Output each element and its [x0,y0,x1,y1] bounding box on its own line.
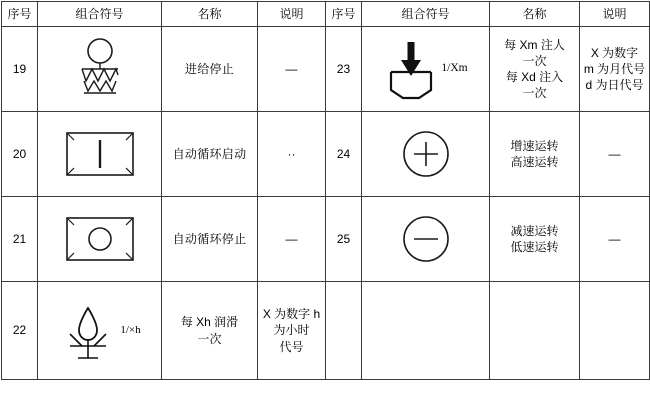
circle-minus-symbol [362,197,489,281]
symbol-desc: — [580,112,650,197]
symbol-label: 1/×h [120,324,141,337]
symbol-desc: ·· [258,112,326,197]
symbol-name-line: 自动循环停止 [172,231,247,246]
header-index-right: 序号 [326,2,362,27]
symbol-name [162,282,258,380]
symbol-name-line: 增速运转 [510,138,559,153]
symbol-cell [362,197,490,282]
header-desc-right: 说明 [580,2,650,27]
symbol-cell [362,112,490,197]
symbol-name-line: 高速运转 [510,155,559,169]
header-symbol-left: 组合符号 [38,2,162,27]
header-name-left: 名称 [162,2,258,27]
symbol-desc-line: d 为日代号 [585,78,644,93]
symbol-name-line: 一次 [522,53,547,68]
row-index: 23 [326,27,362,112]
table-row [2,282,650,380]
header-name-right: 名称 [490,2,580,27]
table-row [2,112,650,197]
symbol-name [162,112,258,197]
symbol-cell [38,197,162,282]
symbol-table-sheet [0,1,650,402]
symbol-desc-line: X 为数字 [590,45,639,60]
spring-circle-symbol [38,27,161,111]
symbol-cell [38,282,162,380]
row-index: 25 [326,197,362,282]
symbol-desc-line: 代号 [279,339,304,354]
empty-name-cell [490,282,580,380]
symbol-desc: — [258,27,326,112]
header-desc-left: 说明 [258,2,326,27]
symbol-name-line: 每 Xm 注人 [504,37,565,52]
symbol-desc-line: X 为数字 h [262,307,321,322]
symbol-cell [38,27,162,112]
rectangle-circle-symbol [38,197,161,281]
circle-plus-symbol [362,112,489,196]
symbol-desc-line: 为小时 [273,323,310,338]
symbol-name [162,197,258,282]
symbol-name-line: 每 Xd 注入 [505,70,564,84]
symbol-desc: — [258,197,326,282]
rectangle-vertical-bar-symbol [38,112,161,196]
row-index: 20 [2,112,38,197]
oil-drop-fork-symbol [38,300,161,362]
symbol-name [490,112,580,197]
oil-fill-arrow-box-symbol [362,38,489,100]
symbol-name [162,27,258,112]
header-symbol-right: 组合符号 [362,2,490,27]
symbol-cell [38,112,162,197]
table-row [2,197,650,282]
row-index: 21 [2,197,38,282]
row-index: 19 [2,27,38,112]
row-index: 22 [2,282,38,380]
table-header-row [2,2,650,27]
symbol-name-line: 低速运转 [510,240,559,254]
symbol-name-line: 减速运转 [510,223,559,238]
symbol-name-line: 进给停止 [184,61,235,76]
symbol-name-line: 每 Xh 润滑 [180,315,239,330]
symbol-desc: — [580,197,650,282]
empty-desc-cell [580,282,650,380]
empty-index-cell [326,282,362,380]
symbol-table [1,1,650,380]
table-row [2,27,650,112]
symbol-name-line: 一次 [197,331,222,346]
row-index: 24 [326,112,362,197]
symbol-name [490,197,580,282]
symbol-desc [258,282,326,380]
header-index-left: 序号 [2,2,38,27]
symbol-cell [362,27,490,112]
symbol-desc [580,27,650,112]
symbol-name-line: 自动循环启动 [172,146,247,161]
symbol-name [490,27,580,112]
symbol-label: 1/Xm [441,62,468,75]
empty-symbol-cell [362,282,490,380]
symbol-desc-line: m 为月代号 [583,61,646,76]
symbol-name-line: 一次 [522,86,547,101]
